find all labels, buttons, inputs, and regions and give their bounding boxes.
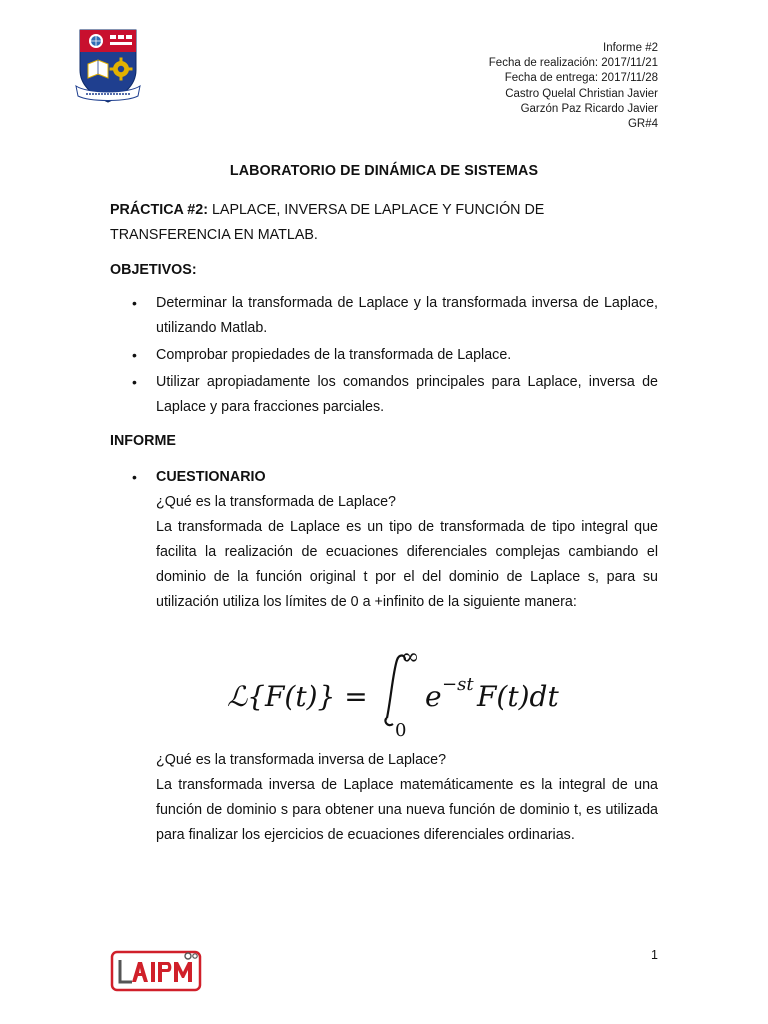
institution-shield-logo (74, 26, 142, 104)
practice-label: PRÁCTICA #2: (110, 202, 208, 218)
objective-item: • Comprobar propiedades de la transformada de Laplace. (110, 343, 658, 368)
page-number: 1 (651, 948, 658, 962)
author-1: Castro Quelal Christian Javier (505, 87, 658, 100)
delivery-date: Fecha de entrega: 2017/11/28 (504, 72, 658, 85)
bullet-icon: • (132, 374, 137, 390)
question-1: ¿Qué es la transformada de Laplace? (156, 494, 397, 510)
laplace-formula (227, 648, 587, 738)
practice-title (110, 198, 658, 248)
questionnaire-section (110, 465, 658, 615)
practice-text: LAPLACE, INVERSA DE LAPLACE Y FUNCIÓN DE TRANSFERENCIA EN MATLAB. (110, 202, 545, 243)
aipm-lab-logo (110, 950, 202, 992)
questionnaire-title: • CUESTIONARIO (110, 465, 658, 490)
report-heading: INFORME (110, 433, 176, 449)
author-2: Garzón Paz Ricardo Javier (520, 102, 658, 115)
answer-1: La transformada de Laplace es un tipo de transformada de tipo integral que facilita la realización de ecuaciones diferenciales complejas cambiando el dominio de la función original t por el del dominio de Laplace s, para su utilización utiliza los límites de 0 a +infinito de la siguiente manera: (156, 519, 658, 610)
integrand-rest: F(t)dt (477, 680, 559, 713)
objective-item: • Determinar la transformada de Laplace y la transformada inversa de Laplace, utilizando Matlab. (110, 291, 658, 341)
answer-2: La transformada inversa de Laplace matemáticamente es la integral de una función de dominio s para obtener una nueva función de dominio t, es utilizada para finalizar los ejercicios de ecuaciones diferenciales ordinarias. (156, 777, 658, 843)
formula-lhs: ℒ{F(t)} = (227, 680, 368, 713)
questionnaire-section-2 (110, 748, 658, 848)
completion-date: Fecha de realización: 2017/11/21 (488, 57, 658, 70)
report-number: Informe #2 (603, 42, 658, 54)
integral-lower-limit: 0 (395, 720, 407, 738)
bullet-icon: • (132, 295, 137, 311)
bullet-icon: • (132, 347, 137, 363)
objectives-heading: OBJETIVOS: (110, 262, 197, 278)
integrand-base: e (425, 680, 442, 713)
objective-item: • Utilizar apropiadamente los comandos principales para Laplace, inversa de Laplace y para fracciones parciales. (110, 370, 658, 420)
integrand-exponent: −st (442, 674, 474, 695)
group-number: GR#4 (627, 118, 658, 131)
integral-upper-limit: ∞ (401, 648, 420, 670)
bullet-icon: • (132, 469, 137, 485)
document-title: LABORATORIO DE DINÁMICA DE SISTEMAS (229, 163, 539, 179)
question-2: ¿Qué es la transformada inversa de Laplace? (156, 752, 447, 768)
report-header-info (489, 41, 658, 132)
objectives-list (110, 291, 658, 422)
